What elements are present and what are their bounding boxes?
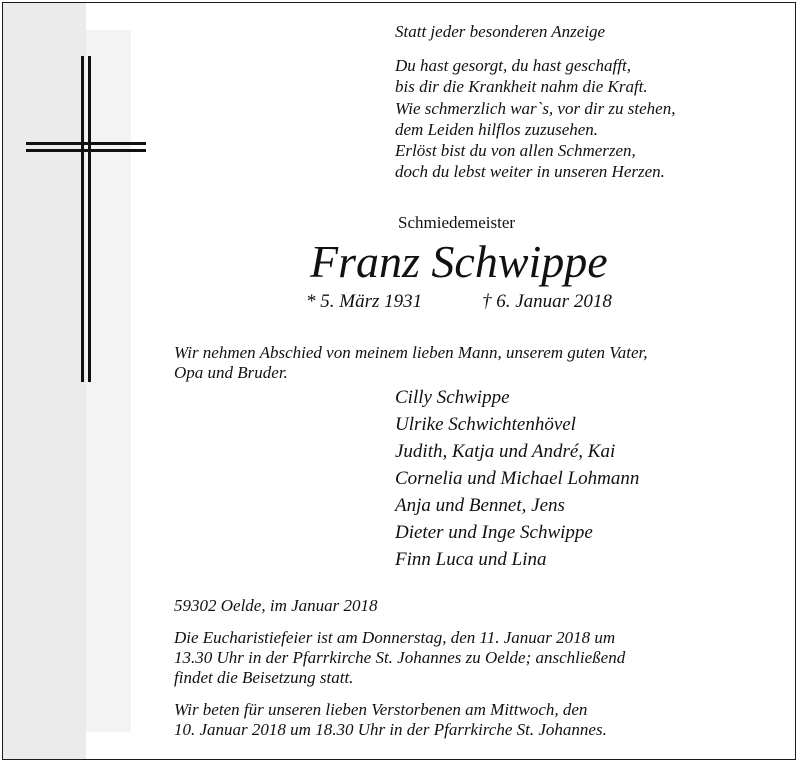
family-member: Dieter und Inge Schwippe <box>395 522 593 543</box>
profession: Schmiedemeister <box>398 213 516 232</box>
poem <box>395 55 675 183</box>
poem-line: dem Leiden hilflos zuzusehen. <box>395 119 599 139</box>
family-member: Ulrike Schwichtenhövel <box>395 414 576 435</box>
poem-line: Erlöst bist du von allen Schmerzen, <box>395 141 636 161</box>
deceased-name: Franz Schwippe <box>310 236 608 287</box>
cross-icon <box>26 56 146 382</box>
prayer-info <box>174 700 607 740</box>
family-member: Finn Luca und Lina <box>395 549 547 570</box>
prayer-line: Wir beten für unseren lieben Verstorbenen am Mittwoch, den <box>174 700 588 719</box>
poem-line: Wie schmerzlich war`s, vor dir zu stehen, <box>395 98 676 118</box>
farewell-line: Opa und Bruder. <box>174 363 288 382</box>
family-member: Cornelia und Michael Lohmann <box>395 468 640 489</box>
service-line: 13.30 Uhr in der Pfarrkirche St. Johannes zu Oelde; anschließend <box>174 648 626 667</box>
family-member: Anja und Bennet, Jens <box>395 495 565 516</box>
family-list <box>395 384 639 573</box>
service-line: findet die Beisetzung statt. <box>174 668 354 687</box>
farewell-text <box>174 343 648 383</box>
poem-line: doch du lebst weiter in unseren Herzen. <box>395 162 665 182</box>
farewell-line: Wir nehmen Abschied von meinem lieben Mann, unserem guten Vater, <box>174 343 648 362</box>
death-date: † 6. Januar 2018 <box>482 291 612 312</box>
family-member: Judith, Katja und André, Kai <box>395 441 616 462</box>
place-date: 59302 Oelde, im Januar 2018 <box>174 596 378 615</box>
birth-date: * 5. März 1931 <box>306 291 423 312</box>
family-member: Cilly Schwippe <box>395 387 510 408</box>
notice-heading: Statt jeder besonderen Anzeige <box>395 22 606 41</box>
service-info <box>174 628 625 688</box>
poem-line: Du hast gesorgt, du hast geschafft, <box>395 56 631 75</box>
prayer-line: 10. Januar 2018 um 18.30 Uhr in der Pfarrkirche St. Johannes. <box>174 720 607 739</box>
service-line: Die Eucharistiefeier ist am Donnerstag, den 11. Januar 2018 um <box>174 628 616 647</box>
poem-line: bis dir die Krankheit nahm die Kraft. <box>395 77 648 97</box>
